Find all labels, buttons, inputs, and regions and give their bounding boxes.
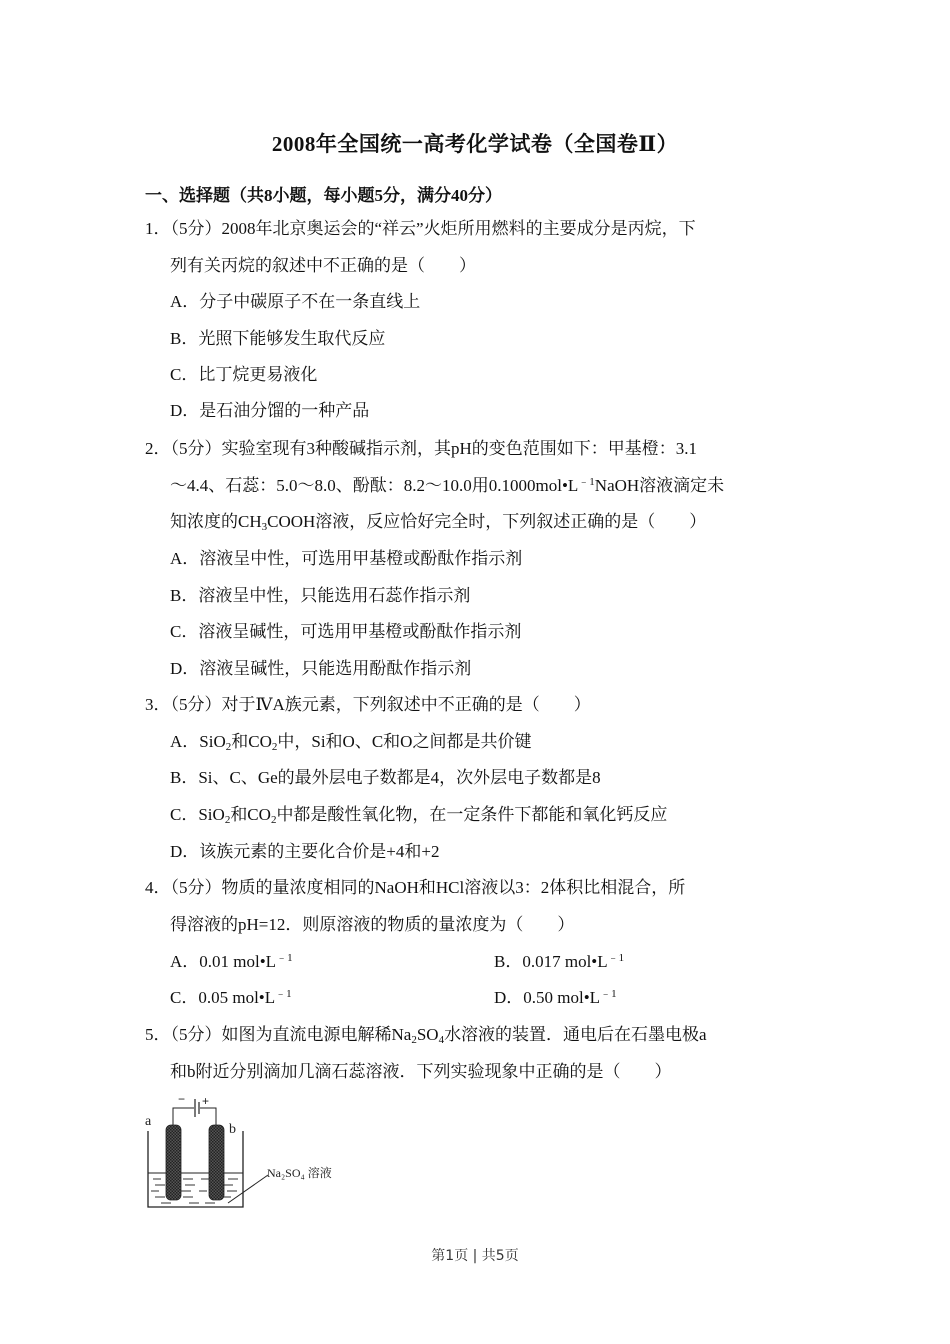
question-number: 5． [145, 1025, 171, 1044]
question-4-option-d [494, 987, 617, 1009]
electrode-b-label: b [229, 1122, 236, 1137]
option-label: D． [170, 401, 200, 420]
option-label: A． [170, 549, 200, 568]
option-label: B． [170, 329, 199, 348]
superscript: ﹣1 [600, 988, 617, 1000]
minus-sign: − [178, 1093, 186, 1106]
subscript: 2 [271, 741, 278, 753]
option-text: 溶液呈碱性，可选用甲基橙或酚酞作指示剂 [198, 622, 522, 641]
option-label: A． [170, 952, 200, 971]
subscript: 2 [225, 741, 232, 753]
question-text: 水溶液的装置．通电后在石墨电极a [444, 1025, 707, 1044]
question-text: （5分）如图为直流电源电解稀Na [170, 1025, 412, 1044]
electrolysis-apparatus-figure [143, 1093, 373, 1213]
subscript: 2 [224, 814, 231, 826]
option-text: 和CO [231, 732, 272, 751]
option-text: 溶液呈中性，可选用甲基橙或酚酞作指示剂 [199, 549, 523, 568]
solution-label: Na₂SO₄ 溶液 [267, 1166, 332, 1180]
option-text: 0.017 mol•L [522, 952, 608, 971]
option-label: D． [170, 659, 200, 678]
question-2-option-d [170, 658, 471, 680]
option-text: 光照下能够发生取代反应 [198, 329, 386, 348]
option-text: Si、C、Ge的最外层电子数都是4，次外层电子数都是8 [198, 768, 601, 787]
page-footer: 第1页 | 共5页 [431, 1248, 519, 1264]
question-text: NaOH溶液滴定未 [594, 476, 725, 495]
question-number: 1． [145, 219, 171, 238]
subscript: 2 [411, 1034, 417, 1046]
question-number: 4． [145, 878, 171, 897]
option-label: C． [170, 365, 199, 384]
superscript: ﹣1 [578, 476, 595, 488]
option-label: B． [170, 586, 199, 605]
option-text: 和CO [230, 805, 271, 824]
question-2-option-a [170, 548, 522, 570]
question-3-option-c [170, 804, 667, 826]
option-text: 是石油分馏的一种产品 [199, 401, 370, 420]
option-label: D． [170, 842, 200, 861]
question-number: 2． [145, 439, 171, 458]
question-text: （5分）物质的量浓度相同的NaOH和HCl溶液以3：2体积比相混合，所 [170, 878, 686, 897]
option-text: 比丁烷更易液化 [198, 365, 318, 384]
option-label: A． [170, 732, 200, 751]
option-text: 0.50 mol•L [523, 988, 601, 1007]
question-4-option-c [170, 987, 292, 1009]
option-text: SiO [198, 805, 225, 824]
section-heading: 一、选择题（共8小题，每小题5分，满分40分） [145, 186, 502, 205]
question-3-option-d [170, 841, 439, 863]
subscript: 3 [261, 521, 268, 533]
option-label: D． [494, 988, 524, 1007]
question-4-line-2: 得溶液的pH=12．则原溶液的物质的量浓度为（ ） [170, 915, 575, 934]
question-2-option-c [170, 621, 521, 643]
subscript: 2 [270, 814, 277, 826]
question-1-option-d [170, 400, 369, 422]
superscript: ﹣1 [607, 952, 625, 964]
option-label: B． [494, 952, 523, 971]
question-4-option-b [494, 951, 624, 973]
question-1-line-1 [145, 218, 807, 240]
question-1-option-a [170, 291, 420, 313]
option-text: 0.01 mol•L [199, 952, 277, 971]
option-text: 0.05 mol•L [198, 988, 276, 1007]
question-1-option-b [170, 328, 385, 350]
option-text: 溶液呈中性，只能选用石蕊作指示剂 [198, 586, 471, 605]
question-number: 3． [145, 695, 171, 714]
superscript: ﹣1 [276, 952, 293, 964]
question-5-line-1 [145, 1024, 707, 1046]
question-2-line-3 [170, 511, 706, 533]
option-text: 溶液呈碱性，只能选用酚酞作指示剂 [199, 659, 472, 678]
page-title: 2008年全国统一高考化学试卷（全国卷Ⅱ） [271, 132, 679, 156]
question-text: ～4.4、石蕊：5.0～8.0、酚酞：8.2～10.0用0.1000mol•L [170, 476, 579, 495]
option-text: SiO [199, 732, 226, 751]
question-text: 知浓度的CH [170, 512, 262, 531]
option-label: C． [170, 622, 199, 641]
option-text: 中都是酸性氧化物，在一定条件下都能和氧化钙反应 [276, 805, 668, 824]
question-text: COOH溶液，反应恰好完全时，下列叙述正确的是（ ） [267, 512, 707, 531]
question-3-option-a [170, 731, 531, 753]
question-2-line-1 [145, 438, 697, 460]
question-1-option-c [170, 364, 317, 386]
subscript: 4 [438, 1034, 445, 1046]
question-4-option-a [170, 951, 293, 973]
question-5-line-2: 和b附近分别滴加几滴石蕊溶液．下列实验现象中正确的是（ ） [170, 1062, 672, 1081]
option-text: 分子中碳原子不在一条直线上 [199, 292, 421, 311]
question-text: SO [416, 1025, 439, 1044]
question-4-line-1 [145, 877, 685, 899]
option-text: 中，Si和O、C和O之间都是共价键 [277, 732, 532, 751]
question-2-line-2 [170, 475, 724, 497]
option-label: A． [170, 292, 200, 311]
question-text: （5分）实验室现有3种酸碱指示剂，其pH的变色范围如下：甲基橙：3.1 [170, 439, 698, 458]
option-label: C． [170, 805, 199, 824]
question-1-line-2: 列有关丙烷的叙述中不正确的是（ ） [170, 256, 476, 275]
question-text: （5分）对于ⅣA族元素，下列叙述中不正确的是（ ） [170, 695, 591, 714]
question-3-option-b [170, 767, 601, 789]
question-text: （5分）2008年北京奥运会的“祥云”火炬所用燃料的主要成分是丙烷，下 [170, 219, 696, 238]
question-2-option-b [170, 585, 470, 607]
question-3-line-1 [145, 694, 591, 716]
option-text: 该族元素的主要化合价是+4和+2 [199, 842, 440, 861]
electrode-a-label: a [145, 1114, 152, 1129]
option-label: C． [170, 988, 199, 1007]
plus-sign: + [202, 1094, 210, 1108]
option-label: B． [170, 768, 199, 787]
superscript: ﹣1 [275, 988, 292, 1000]
